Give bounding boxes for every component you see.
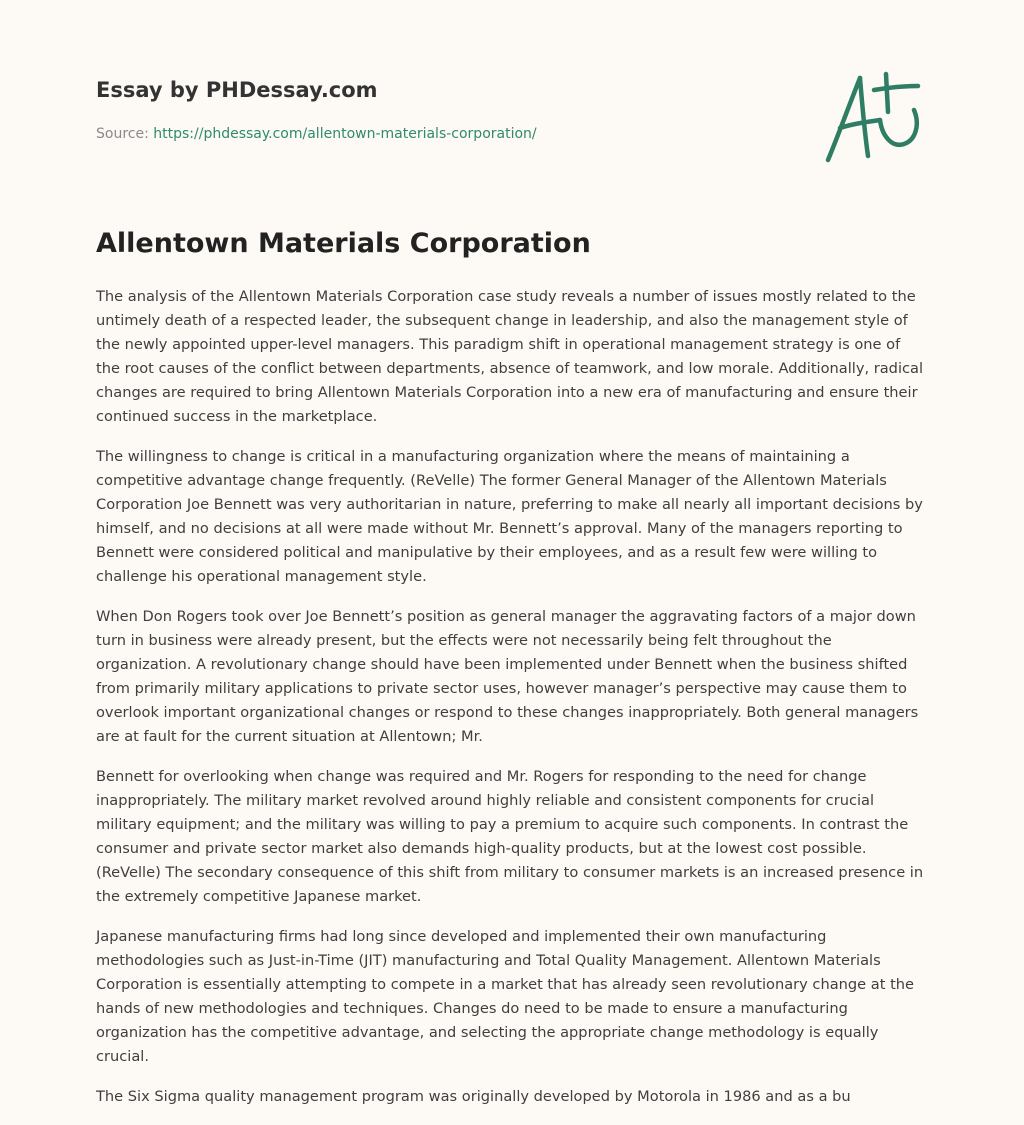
essay-paragraph: The Six Sigma quality management program was originally developed by Motorola in 1986 and as a bu: [96, 1088, 851, 1105]
source-line: [96, 124, 796, 144]
source-link[interactable]: https://phdessay.com/allentown-materials-corporation/: [153, 126, 537, 142]
essay-paragraph: The willingness to change is critical in a manufacturing organization where the means of maintaining a competitive advantage change frequently. (ReVelle) The former General Manager of the Allentown Materials Corporation Joe Bennett was very authoritarian in nature, preferring to make all nearly all important decisions by himself, and no decisions at all were made without Mr. Bennett’s approval. Many of the managers reporting to Bennett were considered political and manipulative by their employees, and as a result few were willing to challenge his operational management style.: [96, 448, 923, 585]
site-title: Essay by PHDessay.com: [96, 78, 378, 102]
a-plus-logo-icon: [822, 66, 928, 166]
essay-body: [96, 285, 928, 1125]
essay-paragraph: Japanese manufacturing firms had long since developed and implemented their own manufacturing methodologies such as Just-in-Time (JIT) manufacturing and Total Quality Management. Allentown Materials Corporation is essentially attempting to compete in a market that has already seen revolutionary change at the hands of new methodologies and techniques. Changes do need to be made to ensure a manufacturing organization has the competitive advantage, and selecting the appropriate change methodology is equally crucial.: [96, 928, 915, 1065]
essay-paragraph: The analysis of the Allentown Materials Corporation case study reveals a number of issues mostly related to the untimely death of a respected leader, the subsequent change in leadership, and also the management style of the newly appointed upper-level managers. This paradigm shift in operational management strategy is one of the root causes of the conflict between departments, absence of teamwork, and low morale. Additionally, radical changes are required to bring Allentown Materials Corporation into a new era of manufacturing and ensure their continued success in the marketplace.: [96, 288, 924, 425]
essay-paragraph: Bennett for overlooking when change was required and Mr. Rogers for responding to the need for change inappropriately. The military market revolved around highly reliable and consistent components for crucial military equipment; and the military was willing to pay a premium to acquire such components. In contrast the consumer and private sector market also demands high-quality products, but at the lowest cost possible. (ReVelle) The secondary consequence of this shift from military to consumer markets is an increased presence in the extremely competitive Japanese market.: [96, 768, 924, 905]
essay-title: Allentown Materials Corporation: [96, 228, 591, 259]
source-label: Source:: [96, 126, 149, 142]
page-header: [96, 76, 796, 144]
essay-paragraph: When Don Rogers took over Joe Bennett’s position as general manager the aggravating factors of a major down turn in business were already present, but the effects were not necessarily being felt throughout the organization. A revolutionary change should have been implemented under Bennett when the business shifted from primarily military applications to private sector uses, however manager’s perspective may cause them to overlook important organizational changes or respond to these changes inappropriately. Both general managers are at fault for the current situation at Allentown; Mr.: [96, 608, 919, 745]
